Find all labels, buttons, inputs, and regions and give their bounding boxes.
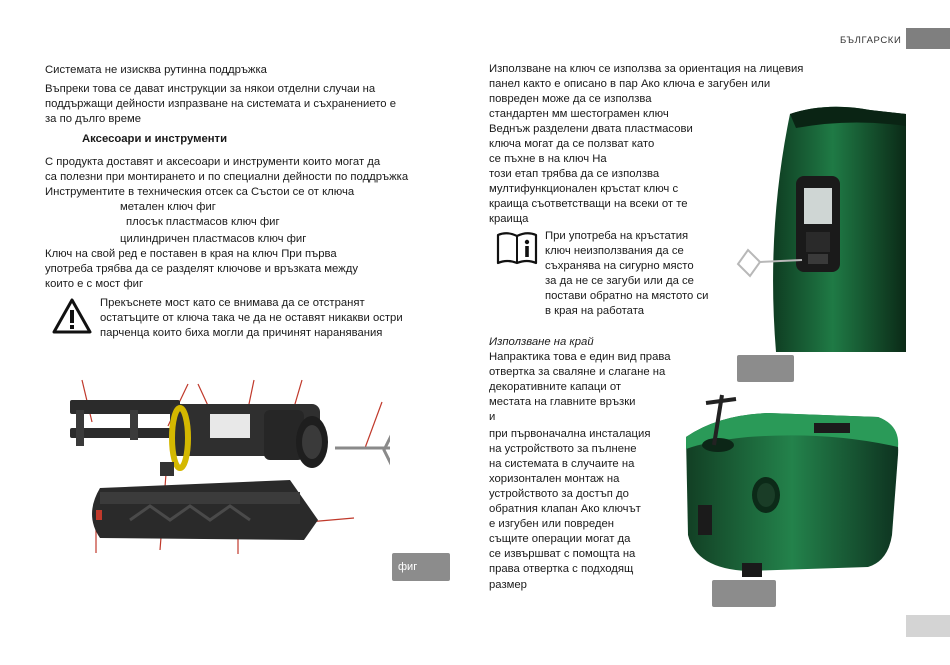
page-number-tab [906,615,950,637]
end-usage-line-16: размер [489,579,527,591]
key-usage-line-6: ключа могат да се ползват като [489,138,655,150]
key-usage-line-1: Използване на ключ се използва за ориентация на лицевия [489,63,804,75]
key-line-3: които е с мост фиг [45,278,144,290]
end-usage-line-12: е изгубен или повреден [489,518,614,530]
end-usage-line-7: на устройството за пълнене [489,443,637,455]
end-usage-line-4: местата на главните връзки [489,396,636,408]
info-line-2: ключ неизползвания да се [545,245,684,257]
end-usage-line-1: Напрактика това е един вид права [489,351,671,363]
info-line-6: в края на работата [545,305,645,317]
end-usage-line-15: права отвертка с подходящ [489,563,634,575]
info-line-1: При употреба на кръстатия [545,230,689,242]
language-label: БЪЛГАРСКИ [840,35,902,46]
end-usage-line-10: устройството за достъп до [489,488,629,500]
key-usage-line-11: краища [489,213,529,225]
end-usage-line-8: на системата в случаите на [489,458,635,470]
warning-line-1: Прекъснете мост като се внимава да се отстранят [100,297,365,309]
accessories-line-1: С продукта доставят и аксесоари и инструменти които могат да [45,156,381,168]
info-line-4: за да не се загуби или да се [545,275,694,287]
end-usage-line-9: хоризонтален монтаж на [489,473,620,485]
pump-body-photo [678,385,906,581]
tool-item-1: метален ключ фиг [120,201,216,213]
key-line-2: употреба трябва да се разделят ключове и връзката между [45,263,358,275]
info-line-3: съхранява на сигурно място [545,260,694,272]
warning-triangle-icon [52,298,92,334]
tool-item-2: плосък пластмасов ключ фиг [126,216,280,228]
end-usage-line-5: и [489,411,496,423]
key-usage-line-9: мултифункционален кръстат ключ с [489,183,679,195]
end-usage-line-11: обратния клапан Ако ключът [489,503,641,515]
tool-item-3: цилиндричен пластмасов ключ фиг [120,233,307,245]
end-usage-line-2: отвертка за сваляне и слагане на [489,366,666,378]
info-book-icon [496,231,538,265]
subheading-end-usage: Използване на край [489,336,594,348]
key-line-1: Ключ на свой ред е поставен в края на ключ При първа [45,248,337,260]
end-usage-line-13: същите операции могат да [489,533,631,545]
key-usage-line-3: повреден може да се използва [489,93,652,105]
warning-line-2: остатъците от ключа така че да не оставят никакви остри [100,312,403,324]
key-usage-line-10: краища съответстващи на всеки от те [489,198,688,210]
language-tab [906,28,950,49]
key-usage-line-5: Веднъж разделени двата пластмасови [489,123,693,135]
end-usage-line-3: декоративните капаци от [489,381,622,393]
intro-line-1: Въпреки това се дават инструкции за някои отделни случаи на [45,83,376,95]
end-usage-line-14: се извършват с помощта на [489,548,636,560]
intro-line-2: поддържащи дейности изпразване на системата и съхранението е [45,98,397,110]
key-usage-line-7: се пъхне в на ключ На [489,153,607,165]
key-usage-line-2: панел както е описано в пар Ако ключа е загубен или [489,78,771,90]
accessories-line-2: са полезни при монтирането и по специални дейности по поддръжка [45,171,409,183]
figure-placeholder-1 [737,355,794,382]
accessories-line-3: Инструментите в техническия отсек са Състои се от ключа [45,186,355,198]
warning-line-3: парченца които биха могли да причинят наранявания [100,327,383,339]
end-usage-line-6: при първоначална инсталация [489,428,651,440]
figure-placeholder-2 [712,580,776,607]
info-line-5: постави обратно на мястото си [545,290,709,302]
section-heading: Аксесоари и инструменти [82,133,228,145]
figure-label: фиг [392,553,450,581]
tools-illustration [40,370,390,565]
intro-line-3: за по дълго време [45,113,142,125]
pump-front-panel-photo [730,100,906,352]
key-usage-line-8: този етап трябва да се използва [489,168,660,180]
key-usage-line-4: стандартен мм шестограмен ключ [489,108,669,120]
maintenance-note: Системата не изисква рутинна поддръжка [45,64,267,76]
